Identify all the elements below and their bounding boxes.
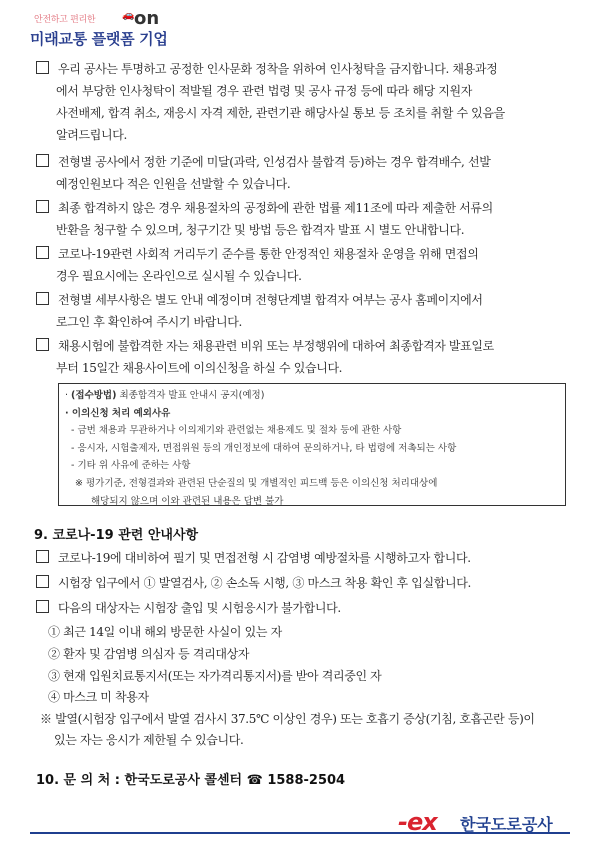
notice-paragraph-1: 우리 공사는 투명하고 공정한 인사문화 정착을 위하여 인사청탁을 금지합니다. 채용과정 에서 부당한 인사청탁이 적발될 경우 관련 법령 및 공사 규정 등에 따라 해당 지원자 사전배제, 합격 취소, 재응시 자격 제한, 관련기관 해당사실 통보 등 조치를 취할 수 있음을 알려드립니다. <box>36 58 576 146</box>
appeal-exception-title: · 이의신청 처리 예외사유 <box>65 407 171 419</box>
notice-paragraph-5: 전형별 세부사항은 별도 안내 예정이며 전형단계별 합격자 여부는 공사 홈페이지에서 로그인 후 확인하여 주시기 바랍니다. <box>36 289 576 333</box>
appeal-exception-item: - 금번 채용과 무관하거나 이의제기와 관련없는 채용제도 및 절차 등에 관한 사항 <box>71 425 402 437</box>
checkbox-bullet-icon <box>36 550 49 563</box>
section-9-title: 9. 코로나-19 관련 안내사항 <box>34 528 199 543</box>
appeal-note-line: 해당되지 않으며 이와 관련된 내용은 답변 불가 <box>91 495 284 507</box>
fever-note: ※ 발열(시험장 입구에서 발열 검사시 37.5℃ 이상인 경우) 또는 호흡기 증상(기침, 호흡곤란 등)이 있는 자는 응시가 제한될 수 있습니다. <box>40 712 535 747</box>
appeal-notice-box <box>58 383 566 506</box>
checkbox-bullet-icon <box>36 154 49 167</box>
checkbox-bullet-icon <box>36 575 49 588</box>
covid-item-1: 코로나-19에 대비하여 필기 및 면접전형 시 감염병 예방절차를 시행하고자 합니다. <box>36 547 576 569</box>
checkbox-bullet-icon <box>36 338 49 351</box>
logo-company-name: 한국도로공사 <box>460 815 553 834</box>
restricted-person-item: ① 최근 14일 이내 해외 방문한 사실이 있는 자 <box>48 625 282 639</box>
notice-paragraph-3: 최종 합격하지 않은 경우 채용절차의 공정화에 관한 법률 제11조에 따라 제출한 서류의 반환을 청구할 수 있으며, 청구기간 및 방법 등은 합격자 발표 시 별도 안내합니다. <box>36 197 576 241</box>
section-10-contact: 10. 문 의 처 : 한국도로공사 콜센터 ☎ 1588-2504 <box>36 773 346 788</box>
header-brand-title: 미래교통 플랫폼 기업 <box>30 30 168 48</box>
covid-item-2: 시험장 입구에서 ① 발열검사, ② 손소독 시행, ③ 마스크 착용 확인 후 입실합니다. <box>36 572 576 594</box>
restricted-person-item: ② 환자 및 감염병 의심자 등 격리대상자 <box>48 647 250 661</box>
ex-logo-mark: -ex <box>398 808 437 836</box>
appeal-note-line: ※ 평가기준, 전형결과와 관련된 단순질의 및 개별적인 피드백 등은 이의신청 처리대상에 <box>75 477 438 489</box>
checkbox-bullet-icon <box>36 292 49 305</box>
car-icon: 🚗 <box>122 10 135 21</box>
checkbox-bullet-icon <box>36 246 49 259</box>
header-on-logo: on <box>134 8 160 29</box>
checkbox-bullet-icon <box>36 200 49 213</box>
restricted-person-item: ③ 현재 입원치료통지서(또는 자가격리통지서)를 받아 격리중인 자 <box>48 669 382 683</box>
notice-paragraph-6: 채용시험에 불합격한 자는 채용관련 비위 또는 부정행위에 대하여 최종합격자 발표일로 부터 15일간 채용사이트에 이의신청을 하실 수 있습니다. <box>36 335 576 379</box>
appeal-exception-item: - 응시자, 시험출제자, 면접위원 등의 개인정보에 대하여 문의하거나, 타 법령에 저촉되는 사항 <box>71 442 457 454</box>
appeal-exception-item: - 기타 위 사유에 준하는 사항 <box>71 460 191 472</box>
checkbox-bullet-icon <box>36 600 49 613</box>
notice-paragraph-4: 코로나-19관련 사회적 거리두기 준수를 통한 안정적인 채용절차 운영을 위해 면접의 경우 필요시에는 온라인으로 실시될 수 있습니다. <box>36 243 576 287</box>
checkbox-bullet-icon <box>36 61 49 74</box>
notice-paragraph-2: 전형별 공사에서 정한 기준에 미달(과락, 인성검사 불합격 등)하는 경우 합격배수, 선발 예정인원보다 적은 인원을 선발할 수 있습니다. <box>36 151 576 195</box>
restricted-person-item: ④ 마스크 미 착용자 <box>48 690 149 704</box>
header-slogan: 안전하고 편리한 <box>34 15 96 25</box>
appeal-method-row: · (접수방법) 최종합격자 발표 안내시 공지(예정) <box>65 390 265 401</box>
covid-item-3: 다음의 대상자는 시험장 출입 및 시험응시가 불가합니다. <box>36 597 576 619</box>
korea-expressway-logo <box>398 808 578 836</box>
header-branding <box>30 8 250 54</box>
